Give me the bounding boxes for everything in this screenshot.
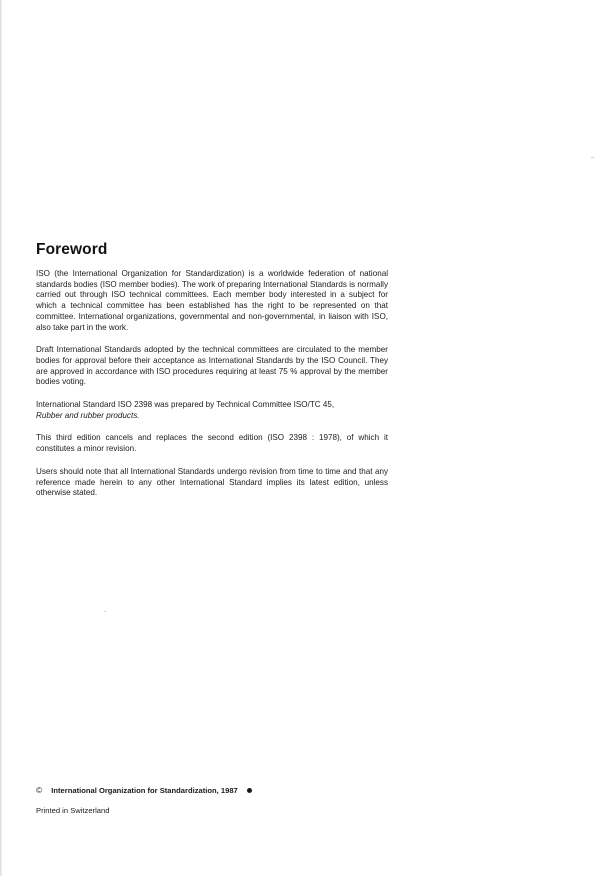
page-edge [0, 0, 2, 876]
foreword-paragraph-5: Users should note that all International Standards undergo revision from time to time and that any reference made herein to any other International Standard implies its latest edition, unless otherwise stated. [36, 466, 388, 498]
foreword-paragraph-4: This third edition cancels and replaces the second edition (ISO 2398 : 1978), of which it constitutes a minor revision. [36, 433, 388, 454]
foreword-paragraph-3 [36, 400, 388, 421]
copyright-line [36, 785, 436, 795]
copyright-icon: © [36, 785, 43, 795]
foreword-section [36, 241, 388, 499]
scan-speck [591, 157, 594, 158]
committee-title: Rubber and rubber products. [36, 410, 140, 420]
foreword-paragraph-2: Draft International Standards adopted by the technical committees are circulated to the member bodies for approval before their acceptance as International Standards by the ISO Council. They are approved in accordance with ISO procedures requiring at least 75 % approval by the member bodies voting. [36, 345, 388, 387]
bullet-dot-icon [247, 788, 252, 793]
page-footer [36, 785, 436, 815]
foreword-heading: Foreword [36, 241, 108, 258]
printed-location: Printed in Switzerland [36, 806, 110, 815]
copyright-text: International Organization for Standardization, 1987 [51, 785, 238, 795]
paragraph-3-text: International Standard ISO 2398 was prepared by Technical Committee ISO/TC 45, [36, 400, 335, 410]
foreword-paragraph-1: ISO (the International Organization for Standardization) is a worldwide federation of national standards bodies (ISO member bodies). The work of preparing International Standards is normally carried out through ISO technical committees. Each member body interested in a subject for which a technical committee has been established has the right to be represented on that committee. International organizations, governmental and non-governmental, in liaison with ISO, also take part in the work. [36, 269, 388, 332]
scan-speck [104, 611, 106, 612]
